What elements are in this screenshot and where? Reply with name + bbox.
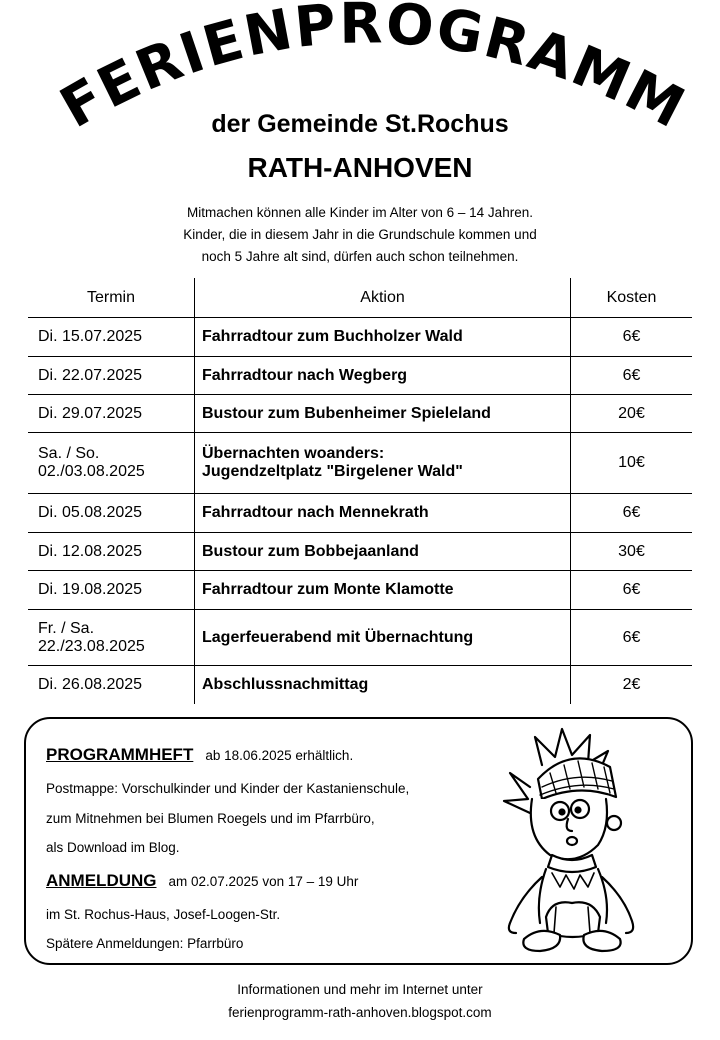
anmeldung-line [46,871,358,891]
table-row [28,433,692,494]
header-date: Termin [28,278,195,318]
programmheft-heading: PROGRAMMHEFT [46,745,194,764]
earring-icon [607,816,621,830]
mitnehmen-line: zum Mitnehmen bei Blumen Roegels und im Pfarrbüro, [46,811,375,826]
cartoon-kid-illustration [480,727,650,959]
postmappe-line: Postmappe: Vorschulkinder und Kinder der Kastanienschule, [46,781,410,796]
intro-line: noch 5 Jahre alt sind, dürfen auch schon teilnehmen. [201,249,519,264]
row-date: Fr. / Sa. 22./23.08.2025 [28,610,195,666]
row-date: Di. 15.07.2025 [28,318,195,357]
row-cost: 30€ [571,533,693,571]
programmheft-date: ab 18.06.2025 erhältlich. [205,748,354,763]
row-action: Abschlussnachmittag [195,666,571,704]
table-row [28,571,692,610]
schedule-table [28,278,692,704]
row-action: Fahrradtour zum Buchholzer Wald [195,318,571,357]
footer-url[interactable]: ferienprogramm-rath-anhoven.blogspot.com [228,1005,492,1020]
page-title: FERIENPROGRAMM [49,0,696,130]
row-action: Fahrradtour nach Mennekrath [195,494,571,533]
row-cost: 6€ [571,318,693,357]
anmeldung-date: am 02.07.2025 von 17 – 19 Uhr [168,874,359,889]
row-action: Bustour zum Bobbejaanland [195,533,571,571]
row-date: Di. 26.08.2025 [38,675,143,693]
header-action: Aktion [195,278,571,318]
row-cost: 2€ [571,666,693,704]
programmheft-line [46,745,353,765]
intro-line: Mitmachen können alle Kinder im Alter von 6 – 14 Jahren. [187,205,533,220]
table-header [28,278,692,318]
row-action: Lagerfeuerabend mit Übernachtung [195,610,571,666]
anmeldung-heading: ANMELDUNG [46,871,157,890]
row-action: Fahrradtour nach Wegberg [195,357,571,395]
row-action: Bustour zum Bubenheimer Spieleland [195,395,571,433]
row-cost: 6€ [571,494,693,533]
row-cost: 6€ [571,357,693,395]
shoe-icon [583,931,620,951]
subtitle: der Gemeinde St.Rochus [211,110,509,138]
row-cost: 6€ [571,571,693,610]
row-date: Di. 19.08.2025 [28,571,195,610]
row-action: Fahrradtour zum Monte Klamotte [195,571,571,610]
footer-info: Informationen und mehr im Internet unter [237,982,483,997]
row-date: Di. 05.08.2025 [28,494,195,533]
download-line: als Download im Blog. [46,840,180,855]
row-action: Übernachten woanders: Jugendzeltplatz "Birgelener Wald" [195,433,571,494]
intro-line: Kinder, die in diesem Jahr in die Grundschule kommen und [183,227,537,242]
table-row [28,494,692,533]
table-row [28,395,692,433]
table-row [28,533,692,571]
row-date: Di. 29.07.2025 [28,395,195,433]
row-cost: 10€ [571,433,693,494]
later-registration-line: Spätere Anmeldungen: Pfarrbüro [46,936,244,951]
row-cost: 6€ [571,610,693,666]
row-date: Di. 22.07.2025 [28,357,195,395]
row-date: Sa. / So. 02./03.08.2025 [28,433,195,494]
intro-text [0,202,720,268]
shoe-icon [523,931,560,951]
location-line: im St. Rochus-Haus, Josef-Loogen-Str. [46,907,281,922]
table-row [28,357,692,395]
table-row [28,666,692,704]
table-row [28,318,692,357]
header-cost: Kosten [571,278,693,318]
row-cost: 20€ [571,395,693,433]
place-name: RATH-ANHOVEN [247,152,473,183]
table-row [28,610,692,666]
row-date: Di. 12.08.2025 [28,533,195,571]
